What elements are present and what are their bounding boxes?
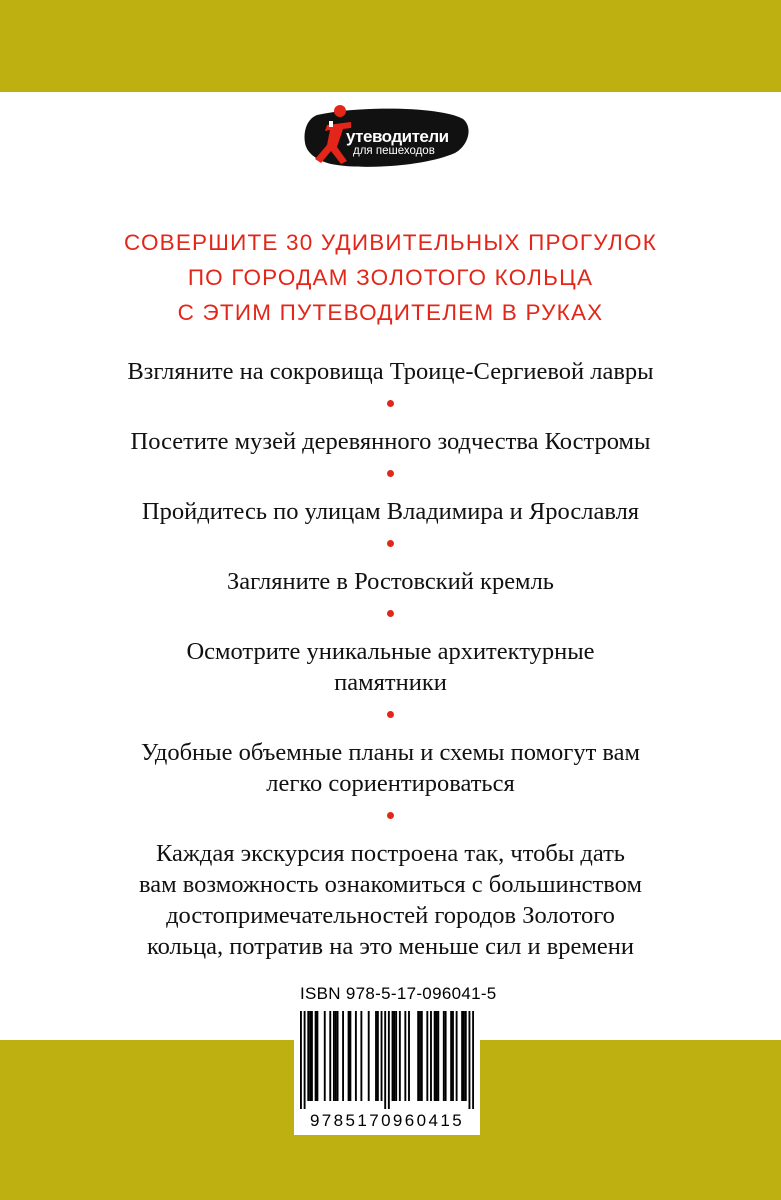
bullet-dot xyxy=(387,470,394,477)
feature-line: Удобные объемные планы и схемы помогут вам xyxy=(140,739,641,766)
barcode-bar xyxy=(315,1011,317,1101)
barcode-bar xyxy=(404,1011,406,1101)
feature-line: Пройдитесь по улицам Владимира и Ярославля xyxy=(141,498,640,525)
feature-item xyxy=(40,566,741,597)
barcode-bar xyxy=(348,1011,350,1101)
barcode-bar xyxy=(342,1011,344,1101)
barcode-bar xyxy=(375,1011,377,1101)
barcode-bar xyxy=(436,1011,438,1101)
barcode-bar xyxy=(465,1011,467,1101)
feature-item xyxy=(40,496,741,527)
logo-subtitle: для пешеходов xyxy=(353,145,435,157)
barcode-bar xyxy=(469,1011,471,1109)
feature-line: Посетите музей деревянного зодчества Костромы xyxy=(130,428,651,455)
barcode-digits: 9785170960415 xyxy=(309,1111,465,1130)
barcode-bar xyxy=(461,1011,463,1101)
barcode-bar xyxy=(307,1011,309,1101)
barcode-bar xyxy=(472,1011,474,1109)
barcode-bars xyxy=(300,1011,474,1109)
barcode-bar xyxy=(384,1011,386,1109)
barcode-bar xyxy=(335,1011,337,1101)
barcode-bar xyxy=(316,1011,318,1101)
bullet-dot xyxy=(387,610,394,617)
feature-list xyxy=(40,356,741,962)
barcode-bar xyxy=(456,1011,458,1101)
bullet-dot xyxy=(387,540,394,547)
barcode-bar xyxy=(377,1011,379,1101)
bullet-dot xyxy=(387,711,394,718)
barcode-bar xyxy=(408,1011,410,1101)
feature-line: кольца, потратив на это меньше сил и времени xyxy=(146,933,635,960)
barcode-bar xyxy=(426,1011,428,1101)
barcode-bar xyxy=(388,1011,390,1109)
barcode-bar xyxy=(333,1011,335,1101)
barcode-bar xyxy=(324,1011,326,1101)
feature-line: Взгляните на сокровища Троице-Сергиевой лавры xyxy=(127,358,654,385)
feature-line: Осмотрите уникальные архитектурные xyxy=(186,638,595,665)
feature-item xyxy=(40,737,741,799)
feature-item xyxy=(40,426,741,457)
barcode-bar xyxy=(329,1011,331,1101)
barcode-bar xyxy=(355,1011,357,1101)
barcode-bar xyxy=(393,1011,395,1101)
feature-item xyxy=(40,838,741,962)
barcode-bar xyxy=(452,1011,454,1101)
barcode-bar xyxy=(349,1011,351,1101)
barcode-bar xyxy=(430,1011,432,1101)
barcode-bar xyxy=(399,1011,401,1101)
barcode-bar xyxy=(300,1011,302,1109)
barcode-bar xyxy=(450,1011,452,1101)
feature-line: достопримечательностей городов Золотого xyxy=(166,902,615,929)
barcode-bar xyxy=(392,1011,394,1101)
barcode-bar xyxy=(304,1011,306,1109)
feature-line: вам возможность ознакомиться с большинством xyxy=(139,871,642,898)
bullet-dot xyxy=(387,812,394,819)
isbn-label: ISBN 978-5-17-096041-5 xyxy=(300,984,497,1003)
barcode-bar xyxy=(368,1011,370,1101)
headline-line: СОВЕРШИТЕ 30 УДИВИТЕЛЬНЫХ ПРОГУЛОК xyxy=(123,230,658,255)
barcode-bar xyxy=(445,1011,447,1101)
barcode-bar xyxy=(421,1011,423,1101)
logo-title: утеводители xyxy=(346,127,449,146)
barcode-bar xyxy=(463,1011,465,1101)
barcode-bar xyxy=(443,1011,445,1101)
barcode-bar xyxy=(417,1011,419,1101)
top-color-band xyxy=(0,0,781,92)
bullet-dot xyxy=(387,400,394,407)
barcode-bar xyxy=(381,1011,383,1101)
series-logo xyxy=(303,103,471,173)
barcode-bar xyxy=(437,1011,439,1101)
barcode-bar xyxy=(309,1011,311,1101)
barcode-bar xyxy=(311,1011,313,1101)
barcode xyxy=(294,1005,480,1135)
barcode-bar xyxy=(395,1011,397,1101)
feature-line: памятники xyxy=(334,669,447,696)
barcode-bar xyxy=(419,1011,421,1101)
barcode-bar xyxy=(360,1011,362,1101)
feature-line: Каждая экскурсия построена так, чтобы дать xyxy=(156,840,625,867)
feature-item xyxy=(40,636,741,698)
feature-line: легко сориентироваться xyxy=(266,770,515,797)
headline-line: ПО ГОРОДАМ ЗОЛОТОГО КОЛЬЦА xyxy=(187,265,594,290)
feature-item xyxy=(40,356,741,387)
barcode-bar xyxy=(434,1011,436,1101)
headline-line: С ЭТИМ ПУТЕВОДИТЕЛЕМ В РУКАХ xyxy=(177,300,604,325)
feature-line: Загляните в Ростовский кремль xyxy=(227,568,554,595)
headline xyxy=(0,225,781,330)
barcode-bar xyxy=(337,1011,339,1101)
